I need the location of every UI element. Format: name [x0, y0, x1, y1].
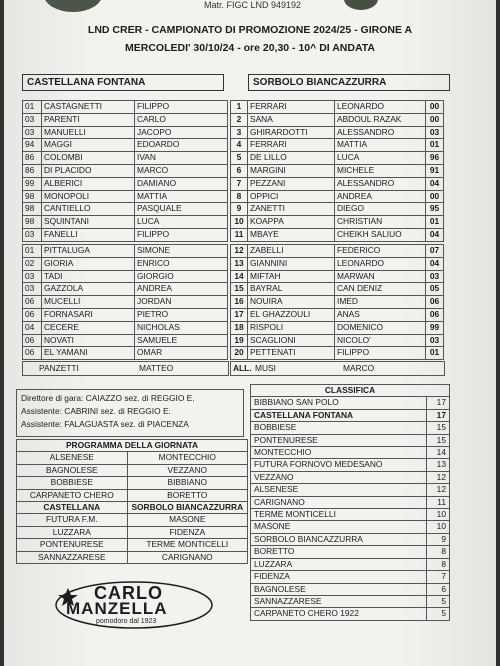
player-surname: FERRARI — [248, 101, 335, 114]
standing-row — [251, 422, 450, 434]
home-coach-surname: PANZETTI — [39, 363, 79, 373]
player-row — [231, 308, 444, 321]
fixture-row — [17, 477, 248, 489]
standing-row — [251, 484, 450, 496]
player-row — [23, 177, 228, 190]
player-surname: MARGINI — [248, 164, 335, 177]
player-year: 01 — [426, 347, 444, 360]
fixture-row — [17, 514, 248, 526]
standing-points: 6 — [427, 583, 450, 595]
classifica-title: CLASSIFICA — [251, 385, 450, 397]
player-firstname: LEONARDO — [335, 257, 426, 270]
player-surname: ZABELLI — [248, 245, 335, 258]
match-sheet — [4, 0, 496, 666]
away-starters-table — [230, 100, 444, 242]
player-year: 91 — [426, 164, 444, 177]
player-surname: EL YAMANI — [42, 347, 135, 360]
player-surname: GIORIA — [42, 257, 135, 270]
away-coach-firstname: MARCO — [343, 363, 375, 373]
player-firstname: MARCO — [135, 164, 228, 177]
fixture-away: SORBOLO BIANCAZZURRA — [127, 502, 247, 514]
player-surname: NOUIRA — [248, 296, 335, 309]
player-firstname: LEONARDO — [335, 101, 426, 114]
player-row — [23, 334, 228, 347]
fixture-row — [17, 502, 248, 514]
shirt-number: 3 — [231, 126, 248, 139]
standing-row — [251, 521, 450, 533]
standing-team: VEZZANO — [251, 471, 427, 483]
shirt-number: 7 — [231, 177, 248, 190]
player-year: 06 — [23, 334, 42, 347]
player-firstname: ANAS — [335, 308, 426, 321]
player-year: 01 — [426, 216, 444, 229]
shirt-number: 11 — [231, 228, 248, 241]
programma-table — [16, 439, 248, 564]
player-year: 99 — [426, 321, 444, 334]
home-team-name: CASTELLANA FONTANA — [22, 74, 224, 91]
fixture-row — [17, 489, 248, 501]
player-row — [231, 245, 444, 258]
player-surname: OPPICI — [248, 190, 335, 203]
player-surname: CECERE — [42, 321, 135, 334]
standing-row — [251, 558, 450, 570]
player-firstname: LUCA — [335, 152, 426, 165]
player-surname: KOAPPA — [248, 216, 335, 229]
standing-points: 11 — [427, 496, 450, 508]
fixture-home: CASTELLANA — [17, 502, 128, 514]
player-row — [23, 245, 228, 258]
classifica-table — [250, 384, 450, 621]
player-year: 94 — [23, 139, 42, 152]
player-firstname: ANDREA — [335, 190, 426, 203]
player-row — [23, 321, 228, 334]
standing-row — [251, 434, 450, 446]
player-row — [23, 190, 228, 203]
standing-team: TERME MONTICELLI — [251, 509, 427, 521]
fixture-row — [17, 551, 248, 563]
referee-line: Direttore di gara: CAIAZZO sez. di REGGIO E. — [21, 393, 195, 403]
player-surname: MUCELLI — [42, 296, 135, 309]
player-firstname: IVAN — [135, 152, 228, 165]
shirt-number: 14 — [231, 270, 248, 283]
player-year: 01 — [426, 139, 444, 152]
player-row — [23, 152, 228, 165]
player-row — [231, 113, 444, 126]
shirt-number: 12 — [231, 245, 248, 258]
sponsor-line1: CARLO — [94, 583, 163, 603]
shirt-number: 19 — [231, 334, 248, 347]
player-row — [23, 101, 228, 114]
player-surname: PARENTI — [42, 113, 135, 126]
player-year: 00 — [426, 190, 444, 203]
player-year: 03 — [23, 228, 42, 241]
player-row — [231, 296, 444, 309]
standing-team: ALSENESE — [251, 484, 427, 496]
player-year: 01 — [23, 245, 42, 258]
standing-points: 15 — [427, 434, 450, 446]
player-surname: DE LILLO — [248, 152, 335, 165]
player-firstname: SAMUELE — [135, 334, 228, 347]
fixture-row — [17, 464, 248, 476]
standing-points: 12 — [427, 471, 450, 483]
player-row — [231, 270, 444, 283]
player-surname: FANELLI — [42, 228, 135, 241]
player-year: 86 — [23, 164, 42, 177]
player-surname: GIANNINI — [248, 257, 335, 270]
player-firstname: FILIPPO — [135, 101, 228, 114]
standing-row — [251, 471, 450, 483]
fixture-home: LUZZARA — [17, 526, 128, 538]
player-row — [231, 283, 444, 296]
player-surname: CANTIELLO — [42, 203, 135, 216]
player-surname: GHIRARDOTTI — [248, 126, 335, 139]
home-starters-table — [22, 100, 228, 242]
player-year: 03 — [23, 270, 42, 283]
player-surname: ZANETTI — [248, 203, 335, 216]
player-surname: SQUINTANI — [42, 216, 135, 229]
player-year: 06 — [23, 308, 42, 321]
player-firstname: MATTIA — [135, 190, 228, 203]
shirt-number: 17 — [231, 308, 248, 321]
player-year: 04 — [426, 257, 444, 270]
standing-points: 7 — [427, 571, 450, 583]
player-surname: SANA — [248, 113, 335, 126]
player-year: 00 — [426, 101, 444, 114]
home-coach-firstname: MATTEO — [139, 363, 174, 373]
player-year: 03 — [426, 126, 444, 139]
player-row — [231, 228, 444, 241]
player-firstname: PASQUALE — [135, 203, 228, 216]
fixture-away: FIDENZA — [127, 526, 247, 538]
player-row — [231, 334, 444, 347]
player-surname: FERRARI — [248, 139, 335, 152]
standing-team: CARIGNANO — [251, 496, 427, 508]
standing-team: SANNAZZARESE — [251, 595, 427, 607]
player-row — [23, 164, 228, 177]
player-row — [231, 164, 444, 177]
fixture-away: CARIGNANO — [127, 551, 247, 563]
shirt-number: 16 — [231, 296, 248, 309]
player-firstname: ABDOUL RAZAK — [335, 113, 426, 126]
player-row — [23, 308, 228, 321]
fixture-home: SANNAZZARESE — [17, 551, 128, 563]
player-row — [231, 190, 444, 203]
player-firstname: NICHOLAS — [135, 321, 228, 334]
player-surname: MIFTAH — [248, 270, 335, 283]
player-firstname: JACOPO — [135, 126, 228, 139]
player-firstname: FILIPPO — [335, 347, 426, 360]
standing-team: PONTENURESE — [251, 434, 427, 446]
player-firstname: LUCA — [135, 216, 228, 229]
player-row — [231, 152, 444, 165]
match-datetime: MERCOLEDI' 30/10/24 - ore 20,30 - 10^ DI ANDATA — [124, 42, 375, 54]
fixture-home: BAGNOLESE — [17, 464, 128, 476]
standing-team: BORETTO — [251, 546, 427, 558]
player-row — [231, 203, 444, 216]
standing-team: FIDENZA — [251, 571, 427, 583]
player-row — [231, 347, 444, 360]
club-logo-right — [344, 0, 378, 10]
player-year: 95 — [426, 203, 444, 216]
player-year: 04 — [23, 321, 42, 334]
officials-box — [16, 389, 244, 437]
shirt-number: 4 — [231, 139, 248, 152]
player-firstname: GIORGIO — [135, 270, 228, 283]
shirt-number: 8 — [231, 190, 248, 203]
standing-points: 5 — [427, 595, 450, 607]
player-firstname: DAMIANO — [135, 177, 228, 190]
player-surname: RISPOLI — [248, 321, 335, 334]
fixture-away: BIBBIANO — [127, 477, 247, 489]
shirt-number: 2 — [231, 113, 248, 126]
standing-row — [251, 409, 450, 421]
player-year: 03 — [23, 283, 42, 296]
player-year: 86 — [23, 152, 42, 165]
standing-team: MASONE — [251, 521, 427, 533]
player-surname: MAGGI — [42, 139, 135, 152]
standing-team: MONTECCHIO — [251, 447, 427, 459]
player-row — [231, 257, 444, 270]
away-team-name: SORBOLO BIANCAZZURRA — [248, 74, 450, 91]
player-surname: FORNASARI — [42, 308, 135, 321]
player-firstname: FILIPPO — [135, 228, 228, 241]
standing-points: 12 — [427, 484, 450, 496]
player-row — [231, 126, 444, 139]
player-row — [23, 139, 228, 152]
standing-row — [251, 571, 450, 583]
standing-team: SORBOLO BIANCAZZURRA — [251, 533, 427, 545]
assistant-line-2: Assistente: FALAGUASTA sez. di PIACENZA — [21, 419, 189, 429]
shirt-number: 15 — [231, 283, 248, 296]
standing-row — [251, 583, 450, 595]
player-row — [231, 321, 444, 334]
shirt-number: 5 — [231, 152, 248, 165]
player-firstname: SIMONE — [135, 245, 228, 258]
player-surname: BAYRAL — [248, 283, 335, 296]
standing-row — [251, 546, 450, 558]
fixture-home: PONTENURESE — [17, 539, 128, 551]
standing-row — [251, 459, 450, 471]
player-firstname: MATTIA — [335, 139, 426, 152]
standing-points: 5 — [427, 608, 450, 620]
standing-points: 8 — [427, 546, 450, 558]
shirt-number: 9 — [231, 203, 248, 216]
fixture-row — [17, 452, 248, 464]
home-subs-table — [22, 244, 228, 360]
player-year: 96 — [426, 152, 444, 165]
player-surname: MONOPOLI — [42, 190, 135, 203]
player-year: 02 — [23, 257, 42, 270]
player-firstname: EDOARDO — [135, 139, 228, 152]
away-coach-label: ALL. — [233, 363, 252, 373]
player-year: 04 — [426, 228, 444, 241]
player-firstname: ANDREA — [135, 283, 228, 296]
player-surname: DI PLACIDO — [42, 164, 135, 177]
fixture-away: MONTECCHIO — [127, 452, 247, 464]
fixture-row — [17, 526, 248, 538]
fixture-away: MASONE — [127, 514, 247, 526]
competition-title: LND CRER - CAMPIONATO DI PROMOZIONE 2024/25 - GIRONE A — [87, 24, 413, 36]
standing-points: 10 — [427, 521, 450, 533]
player-row — [23, 257, 228, 270]
player-firstname: FEDERICO — [335, 245, 426, 258]
standing-team: BAGNOLESE — [251, 583, 427, 595]
player-firstname: CHRISTIAN — [335, 216, 426, 229]
player-surname: MBAYE — [248, 228, 335, 241]
player-surname: PITTALUGA — [42, 245, 135, 258]
standing-row — [251, 533, 450, 545]
fixture-home: ALSENESE — [17, 452, 128, 464]
player-firstname: DOMENICO — [335, 321, 426, 334]
player-firstname: CAN DENIZ — [335, 283, 426, 296]
fixture-away: TERME MONTICELLI — [127, 539, 247, 551]
player-surname: PETTENATI — [248, 347, 335, 360]
player-row — [23, 126, 228, 139]
player-year: 98 — [23, 203, 42, 216]
standing-points: 17 — [427, 409, 450, 421]
player-firstname: OMAR — [135, 347, 228, 360]
player-firstname: IMED — [335, 296, 426, 309]
player-year: 00 — [426, 113, 444, 126]
shirt-number: 10 — [231, 216, 248, 229]
player-row — [23, 347, 228, 360]
shirt-number: 1 — [231, 101, 248, 114]
player-year: 06 — [426, 308, 444, 321]
player-year: 03 — [23, 113, 42, 126]
standing-row — [251, 496, 450, 508]
player-year: 98 — [23, 216, 42, 229]
standing-points: 17 — [427, 397, 450, 409]
player-firstname: ALESSANDRO — [335, 126, 426, 139]
standing-row — [251, 608, 450, 620]
away-subs-table — [230, 244, 444, 360]
club-logo-left — [44, 0, 102, 12]
player-year: 01 — [23, 101, 42, 114]
standing-row — [251, 397, 450, 409]
player-row — [231, 177, 444, 190]
standing-row — [251, 509, 450, 521]
assistant-line-1: Assistente: CABRINI sez. di REGGIO E. — [21, 406, 171, 416]
player-firstname: NICOLO' — [335, 334, 426, 347]
standing-row — [251, 595, 450, 607]
fixture-home: BOBBIESE — [17, 477, 128, 489]
player-firstname: PIETRO — [135, 308, 228, 321]
shirt-number: 13 — [231, 257, 248, 270]
player-row — [231, 139, 444, 152]
player-row — [23, 216, 228, 229]
programma-title: PROGRAMMA DELLA GIORNATA — [17, 440, 248, 452]
player-year: 05 — [426, 283, 444, 296]
player-firstname: ALESSANDRO — [335, 177, 426, 190]
player-row — [23, 270, 228, 283]
player-row — [23, 283, 228, 296]
standing-team: FUTURA FORNOVO MEDESANO — [251, 459, 427, 471]
fixture-home: FUTURA F.M. — [17, 514, 128, 526]
player-surname: SCAGLIONI — [248, 334, 335, 347]
standing-points: 15 — [427, 422, 450, 434]
fixture-away: BORETTO — [127, 489, 247, 501]
player-surname: ALBERICI — [42, 177, 135, 190]
player-surname: GAZZOLA — [42, 283, 135, 296]
player-firstname: JORDAN — [135, 296, 228, 309]
shirt-number: 20 — [231, 347, 248, 360]
standing-points: 8 — [427, 558, 450, 570]
player-year: 04 — [426, 177, 444, 190]
standing-team: BIBBIANO SAN POLO — [251, 397, 427, 409]
player-surname: MANUELLI — [42, 126, 135, 139]
player-year: 03 — [426, 334, 444, 347]
player-row — [23, 203, 228, 216]
player-row — [23, 113, 228, 126]
standing-team: BOBBIESE — [251, 422, 427, 434]
player-year: 06 — [23, 347, 42, 360]
player-surname: NOVATI — [42, 334, 135, 347]
player-row — [231, 101, 444, 114]
standing-points: 10 — [427, 509, 450, 521]
player-row — [23, 228, 228, 241]
standing-points: 13 — [427, 459, 450, 471]
player-firstname: MARWAN — [335, 270, 426, 283]
standing-points: 14 — [427, 447, 450, 459]
fixture-away: VEZZANO — [127, 464, 247, 476]
shirt-number: 18 — [231, 321, 248, 334]
standing-team: CARPANETO CHERO 1922 — [251, 608, 427, 620]
player-firstname: DIEGO — [335, 203, 426, 216]
player-year: 03 — [426, 270, 444, 283]
player-year: 99 — [23, 177, 42, 190]
standing-team: CASTELLANA FONTANA — [251, 409, 427, 421]
player-firstname: CARLO — [135, 113, 228, 126]
player-row — [23, 296, 228, 309]
player-firstname: CHEIKH SALIUO — [335, 228, 426, 241]
player-surname: CASTAGNETTI — [42, 101, 135, 114]
player-surname: COLOMBI — [42, 152, 135, 165]
sponsor-tagline: pomodoro dal 1923 — [96, 618, 157, 625]
sponsor-line2: MANZELLA — [66, 599, 168, 618]
shirt-number: 6 — [231, 164, 248, 177]
fixture-home: CARPANETO CHERO — [17, 489, 128, 501]
standing-row — [251, 447, 450, 459]
player-row — [231, 216, 444, 229]
standing-team: LUZZARA — [251, 558, 427, 570]
player-year: 06 — [426, 296, 444, 309]
registration-number: Matr. FIGC LND 949192 — [204, 0, 302, 10]
player-surname: TADI — [42, 270, 135, 283]
player-year: 06 — [23, 296, 42, 309]
player-firstname: ENRICO — [135, 257, 228, 270]
home-coach-row — [22, 361, 229, 376]
away-coach-row — [230, 361, 445, 376]
fixture-row — [17, 539, 248, 551]
player-firstname: MICHELE — [335, 164, 426, 177]
player-surname: PEZZANI — [248, 177, 335, 190]
player-surname: EL GHAZZOULI — [248, 308, 335, 321]
player-year: 98 — [23, 190, 42, 203]
player-year: 03 — [23, 126, 42, 139]
standing-points: 9 — [427, 533, 450, 545]
player-year: 07 — [426, 245, 444, 258]
away-coach-surname: MUSI — [255, 363, 276, 373]
